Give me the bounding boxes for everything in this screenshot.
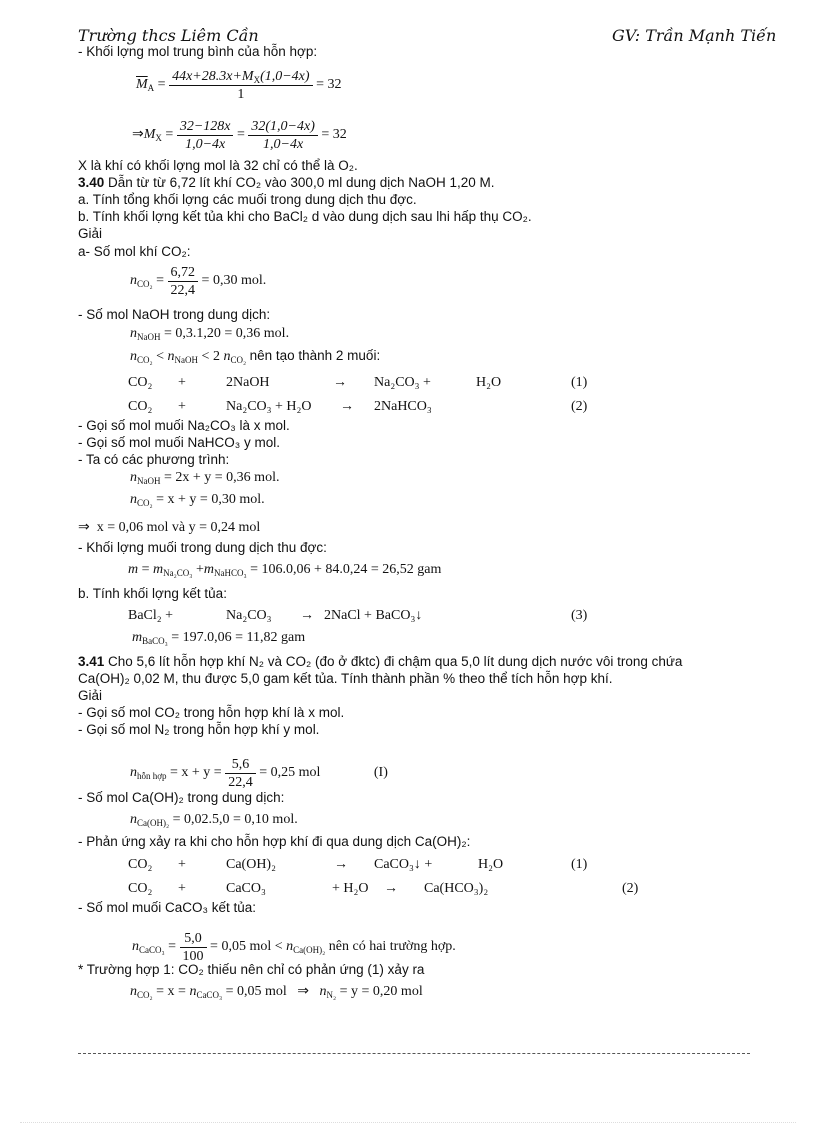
problem-3-41: 3.41 Cho 5,6 lít hỗn hợp khí N₂ và CO₂ (đo ở đktc) đi chậm qua 5,0 lít dung dịch nước vôi trong chứa xyxy=(78,654,683,669)
text-line: - Khối lợng mol trung bình của hỗn hợp: xyxy=(78,44,318,59)
text-line: Ca(OH)₂ 0,02 M, thu được 5,0 gam kết tủa. Tính thành phần % theo thể tích hỗn hợp khí. xyxy=(78,671,613,686)
text-line: - Số mol Ca(OH)₂ trong dung dịch: xyxy=(78,790,285,805)
header-teacher: GV: Trần Mạnh Tiến xyxy=(612,26,777,45)
equation-naoh: $n_{NaOH} = 2x + y = 0,36$ mol. xyxy=(130,470,280,486)
text-line: a. Tính tổng khối lợng các muối trong dung dịch thu đợc. xyxy=(78,192,417,207)
text-line: - Gọi số mol muối Na₂CO₃ là x mol. xyxy=(78,418,290,433)
equation-co2: $n_{CO_2} = x + y = 0,30$ mol. xyxy=(130,492,265,508)
document-page: Trường thcs Liêm Cần GV: Trần Mạnh Tiến - Khối lợng mol trung bình của hỗn hợp: $\overline{M}_A$ = $\frac{44x+28.3x+M_X(1,0-4x)}{1}$ = 32 $\Rightarrow M_X$ = $\frac{32-128x}{1,0-4x}$ = $\frac{32(1,0-4x)}{1,0-4x}$ = 32 X là khí có khối lợng mol là 32 chỉ có thể là O₂. 3.40 Dẫn từ từ 6,72 lít khí CO₂ vào 300,0 ml dung dịch NaOH 1,20 M. a. Tính tổng khối lợng các muối trong dung dịch thu đợc. b. Tính khối lợng kết tủa khi cho BaCl₂ d vào dung dịch sau lhi hấp thụ CO₂. Giải a- Số mol khí CO₂: $n_{CO_2}$ = $\frac{6,72}{22,4}$ = 0,30 mol. - Số mol NaOH trong dung dịch: $n_{NaOH} = 0,3.1,20 = 0,36$ mol. $n_{CO_2} < n_{NaOH} < 2$ $n_{CO_2}$ nên tạo thành 2 muối: CO₂ + 2NaOH → Na₂CO₃ + H₂O (1) CO₂ + Na₂CO₃ + H₂O → 2NaHCO₃ (2) - Gọi số mol muối Na₂CO₃ là x mol. - Gọi số mol muối NaHCO₃ y mol. - Ta có các phương trình: $n_{NaOH} = 2x + y = 0,36$ mol. $n_{CO_2} = x + y = 0,30$ mol. ⇒ x = 0,06 mol và y = 0,24 mol - Khối lợng muối trong dung dịch thu đợc: $m = m_{Na_2CO_3} +m_{NaHCO_3} = 106.0,06 + 84.0,24 = 26,52$ gam b. Tính khối lợng kết tủa: BaCl₂ + Na₂CO₃ → 2NaCl + BaCO₃↓ (3) $m_{BaCO_3} = 197.0,06 = 11,82$ gam 3.41 Cho 5,6 lít hỗn hợp khí N₂ và CO₂ (đo ở đktc) đi chậm qua 5,0 lít dung dịch nước vôi trong chứa Ca(OH)₂ 0,02 M, thu được 5,0 gam kết tủa. Tính thành phần % theo thể tích hỗn hợp khí. Giải - Gọi số mol CO₂ trong hỗn hợp khí là x mol. - Gọi số mol N₂ trong hỗn hợp khí y mol. $n_{hỗn hợp} = x + y$ = $\frac{5,6}{22,4}$ = 0,25 mol (I) - Số mol Ca(OH)₂ trong dung dịch: $n_{Ca(OH)_2} = 0,02.5,0 = 0,10$ mol. - Phản ứng xảy ra khi cho hỗn hợp khí đi qua dung dịch Ca(OH)₂: CO₂ + Ca(OH)₂ → CaCO₃↓ + H₂O (1) CO₂ + CaCO₃ + H₂O → Ca(HCO₃)₂ (2) - Số mol muối CaCO₃ kết tủa: $n_{CaCO_3}$ = $\frac{5,0}{100}$ = 0,05 mol < $n_{Ca(OH)_2}$ nên có hai trường hợp. * Trường hợp 1: CO₂ thiếu nên chỉ có phản ứng (1) xảy ra $n_{CO_2} = x = n_{CaCO_3} = 0,05$ mol ⇒ $n_{N_2} = y = 0,20$ mol xyxy=(0,0,816,1123)
formula-ratio: $n_{CO_2} < n_{NaOH} < 2$ $n_{CO_2}$ nên tạo thành 2 muối: xyxy=(130,348,381,365)
formula-n-naoh: $n_{NaOH} = 0,3.1,20 = 0,36$ mol. xyxy=(130,326,290,342)
text-line: - Số mol muối CaCO₃ kết tủa: xyxy=(78,900,257,915)
formula-baco3: $m_{BaCO_3} = 197.0,06 = 11,82$ gam xyxy=(132,630,306,646)
text-line: - Gọi số mol muối NaHCO₃ y mol. xyxy=(78,435,281,450)
footer-divider xyxy=(78,1053,750,1054)
text-line: * Trường hợp 1: CO₂ thiếu nên chỉ có phản ứng (1) xảy ra xyxy=(78,962,425,977)
formula-mean-mass: $\overline{M}_A$ = $\frac{44x+28.3x+M_X(1,0-4x)}{1}$ = 32 xyxy=(136,69,342,102)
text-line: - Gọi số mol N₂ trong hỗn hợp khí y mol. xyxy=(78,722,320,737)
header-school: Trường thcs Liêm Cần xyxy=(78,26,259,45)
text-line: - Phản ứng xảy ra khi cho hỗn hợp khí đi qua dung dịch Ca(OH)₂: xyxy=(78,834,471,849)
text-line: a- Số mol khí CO₂: xyxy=(78,244,191,259)
text-line: - Gọi số mol CO₂ trong hỗn hợp khí là x mol. xyxy=(78,705,345,720)
text-line: b. Tính khối lợng kết tủa: xyxy=(78,586,227,601)
formula-n-co2: $n_{CO_2}$ = $\frac{6,72}{22,4}$ = 0,30 mol. xyxy=(130,265,267,298)
text-line: b. Tính khối lợng kết tủa khi cho BaCl₂ d vào dung dịch sau lhi hấp thụ CO₂. xyxy=(78,209,532,224)
problem-3-40: 3.40 Dẫn từ từ 6,72 lít khí CO₂ vào 300,0 ml dung dịch NaOH 1,20 M. xyxy=(78,175,495,190)
text-line: - Khối lợng muối trong dung dịch thu đợc: xyxy=(78,540,327,555)
formula-salt-mass: $m = m_{Na_2CO_3} +m_{NaHCO_3} = 106.0,06 + 84.0,24 = 26,52$ gam xyxy=(128,562,442,578)
formula-mx: $\Rightarrow M_X$ = $\frac{32-128x}{1,0-4x}$ = $\frac{32(1,0-4x)}{1,0-4x}$ = 32 xyxy=(132,119,347,152)
solution-heading: Giải xyxy=(78,688,103,703)
text-line: - Số mol NaOH trong dung dịch: xyxy=(78,307,271,322)
text-line: X là khí có khối lợng mol là 32 chỉ có thể là O₂. xyxy=(78,158,358,173)
formula-n-caoh2: $n_{Ca(OH)_2} = 0,02.5,0 = 0,10$ mol. xyxy=(130,812,298,828)
formula-n-mixture: $n_{hỗn hợp} = x + y$ = $\frac{5,6}{22,4}$ = 0,25 mol (I) xyxy=(130,757,388,790)
formula-n-caco3: $n_{CaCO_3}$ = $\frac{5,0}{100}$ = 0,05 mol < $n_{Ca(OH)_2}$ nên có hai trường hợp. xyxy=(132,931,456,964)
result-xy: ⇒ x = 0,06 mol và y = 0,24 mol xyxy=(78,520,261,535)
case-1-result: $n_{CO_2} = x = n_{CaCO_3} = 0,05$ mol ⇒ $n_{N_2} = y = 0,20$ mol xyxy=(130,984,423,1000)
solution-heading: Giải xyxy=(78,226,103,241)
text-line: - Ta có các phương trình: xyxy=(78,452,230,467)
